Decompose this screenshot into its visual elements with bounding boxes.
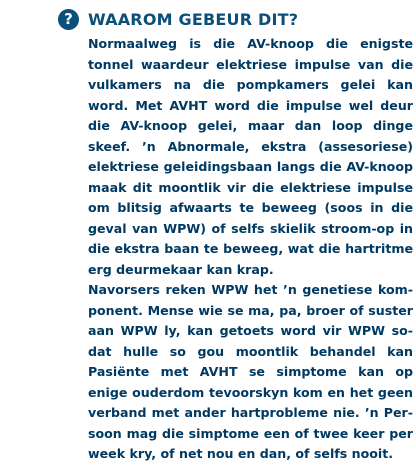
text-line: word. Met AVHT word die impulse wel deur: [88, 97, 413, 113]
text-line: vulkamers na die pompkamers gelei kan: [88, 77, 413, 92]
text-line: die ekstra baan te beweeg, wat die hartritme: [88, 241, 413, 256]
text-line: ponent. Mense wie se ma, pa, broer of suster: [88, 302, 413, 318]
text-line: erg deurmekaar kan krap.: [88, 261, 274, 277]
text-line: om blitsig afwaarts te beweeg (soos in die: [88, 200, 413, 215]
paragraph-1: [88, 34, 413, 280]
paragraph-2: [88, 280, 413, 465]
text-line: verband met ander hartprobleme nie. ’n Per-: [88, 405, 413, 420]
text-line: maak dit moontlik vir die elektriese impulse: [88, 179, 413, 195]
text-line: skeef. ’n Abnormale, ekstra (assesoriese): [88, 138, 413, 154]
text-line: tonnel waardeur elektriese impulse van die: [88, 56, 413, 72]
text-line: week kry, of net nou en dan, of selfs nooit.: [88, 446, 394, 461]
text-line: Pasiënte met AVHT se simptome kan op: [88, 364, 413, 379]
text-line: geval van WPW) of selfs skielik stroom-op in: [88, 220, 413, 236]
text-line: die AV-knoop gelei, maar dan loop dinge: [88, 118, 413, 133]
text-line: aan WPW ly, kan getoets word vir WPW so-: [88, 323, 413, 338]
question-mark-icon: ?: [58, 9, 79, 30]
body-text: [88, 34, 413, 465]
text-line: soon mag die simptome een of twee keer per: [88, 425, 413, 441]
text-line: enige ouderdom tevoorskyn kom en het geen: [88, 384, 413, 400]
section-heading: WAAROM GEBEUR DIT?: [88, 10, 299, 29]
text-line: Navorsers reken WPW het ’n genetiese kom-: [88, 282, 413, 297]
text-line: dat hulle so gou moontlik behandel kan: [88, 343, 413, 359]
text-line: elektriese geleidingsbaan langs die AV-knoop: [88, 159, 413, 174]
text-line: Normaalweg is die AV-knoop die enigste: [88, 36, 413, 51]
